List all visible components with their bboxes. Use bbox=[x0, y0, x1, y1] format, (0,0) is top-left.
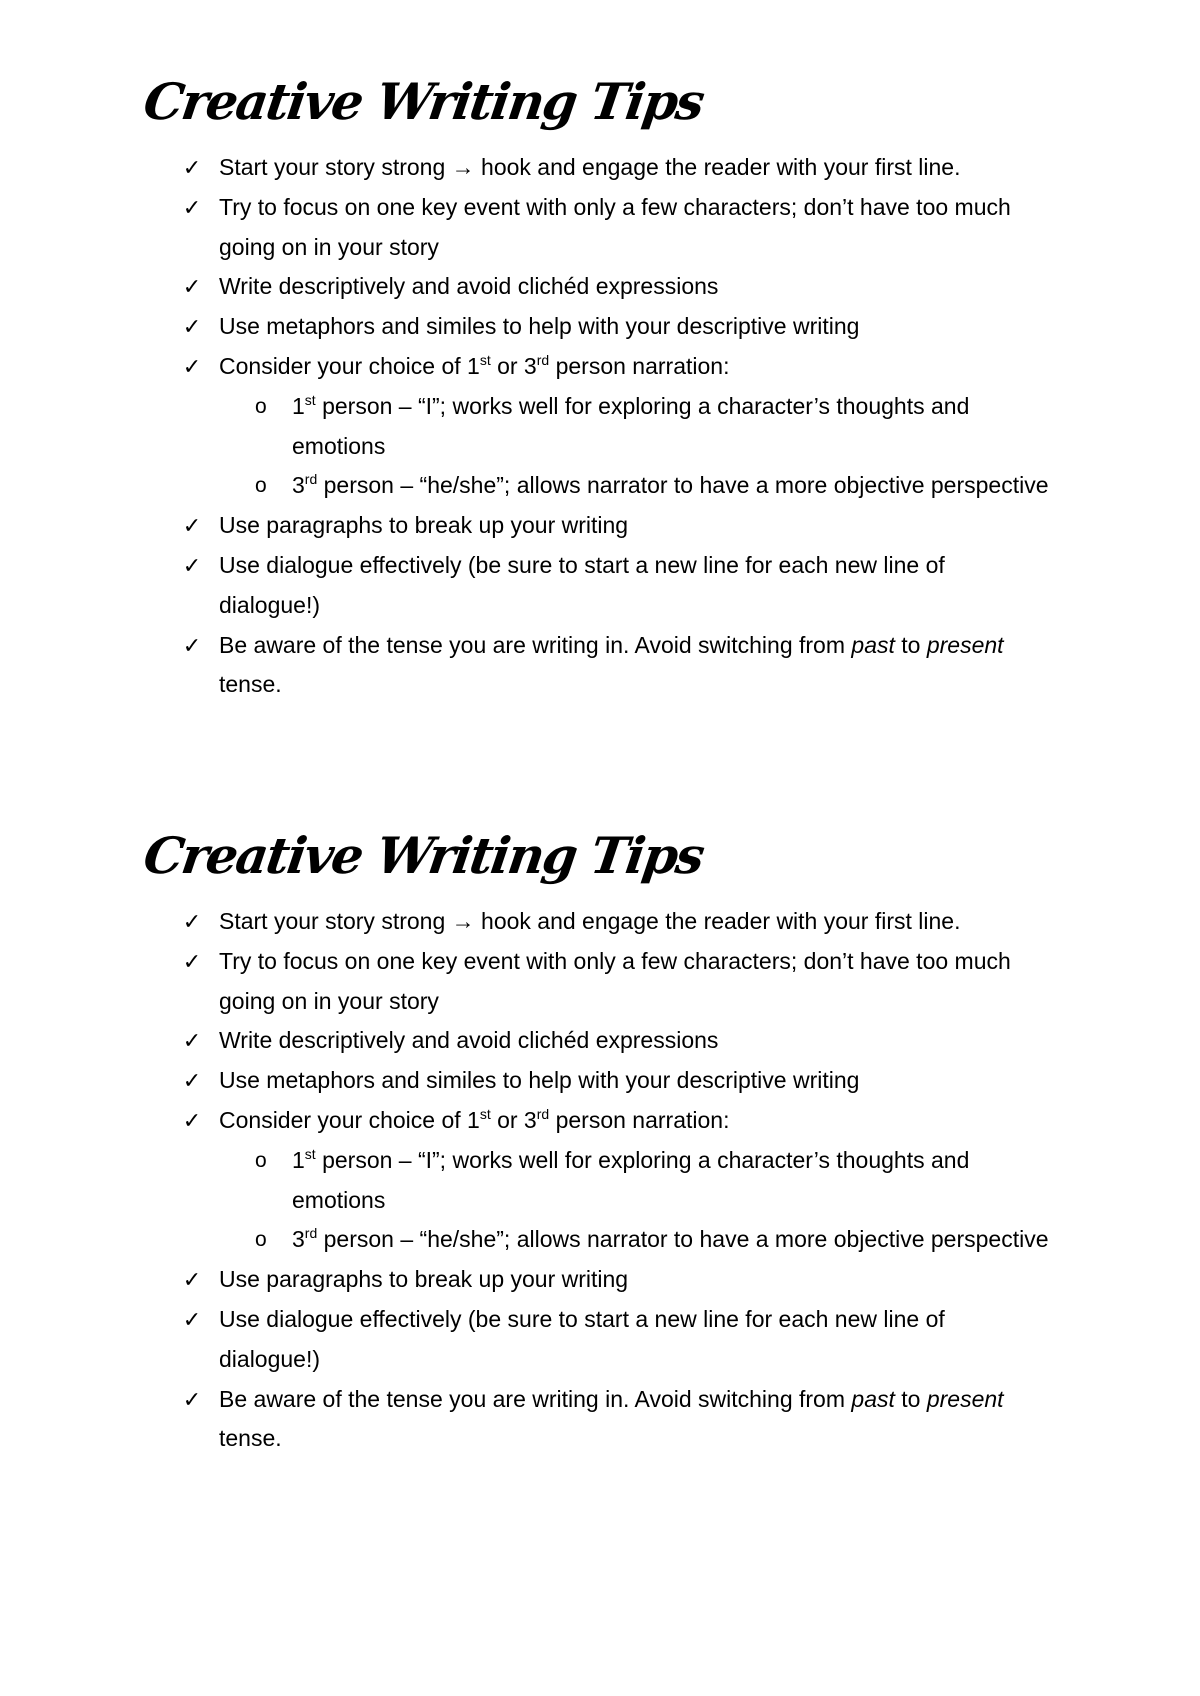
tip-text: Start your story strong bbox=[219, 908, 446, 934]
subtip-text: person – “he/she”; allows narrator to have a more objective perspective bbox=[317, 472, 1049, 499]
subtip-text: person – “I”; works well for exploring a character’s thoughts and emotions bbox=[292, 1146, 970, 1213]
tip-text: Use metaphors and similes to help with your descriptive writing bbox=[219, 313, 860, 340]
tips-section-1 bbox=[140, 72, 1100, 705]
tip-item bbox=[140, 902, 1049, 942]
checkmark-icon: ✓ bbox=[182, 909, 202, 934]
emphasis-text: present bbox=[926, 1385, 1004, 1412]
subtip-text: 1 bbox=[292, 392, 305, 419]
tip-item bbox=[140, 347, 1049, 387]
tip-item bbox=[140, 1380, 1049, 1460]
tip-text: Use paragraphs to break up your writing bbox=[219, 1266, 629, 1293]
tip-text: hook and engage the reader with your first line. bbox=[481, 908, 961, 934]
tip-text: Use paragraphs to break up your writing bbox=[219, 512, 629, 539]
tip-text: to bbox=[894, 1385, 927, 1412]
subtips-list bbox=[140, 387, 1100, 506]
checkmark-icon: ✓ bbox=[182, 948, 202, 974]
tip-item bbox=[140, 307, 1049, 347]
checkmark-icon: ✓ bbox=[182, 274, 202, 300]
tip-text: person narration: bbox=[549, 1106, 730, 1133]
tip-item bbox=[140, 546, 1049, 626]
tip-text: hook and engage the reader with your first line. bbox=[481, 154, 961, 180]
arrow-icon: → bbox=[451, 908, 475, 934]
tip-item bbox=[140, 1021, 1049, 1061]
subtip-item bbox=[140, 1141, 1052, 1221]
tip-text: Start your story strong bbox=[219, 154, 446, 180]
arrow-icon: → bbox=[451, 154, 475, 180]
section-title: Creative Writing Tips bbox=[140, 72, 707, 131]
ordinal-suffix: st bbox=[304, 1145, 316, 1162]
checkmark-icon: ✓ bbox=[182, 314, 202, 340]
circle-bullet-icon: o bbox=[255, 394, 267, 418]
checkmark-icon: ✓ bbox=[182, 1306, 202, 1332]
tip-text: Use dialogue effectively (be sure to start a new line for each new line of dialogue!) bbox=[219, 551, 945, 618]
checkmark-icon: ✓ bbox=[182, 1107, 202, 1133]
ordinal-suffix: rd bbox=[304, 471, 318, 488]
circle-bullet-icon: o bbox=[255, 474, 267, 498]
tip-item bbox=[140, 1061, 1049, 1101]
ordinal-suffix: st bbox=[304, 391, 316, 408]
tip-item bbox=[140, 148, 1049, 188]
tip-text: Be aware of the tense you are writing in. Avoid switching from bbox=[219, 631, 852, 658]
checkmark-icon: ✓ bbox=[182, 353, 202, 379]
subtips-list bbox=[140, 1141, 1100, 1260]
tip-text: tense. bbox=[219, 671, 282, 698]
subtip-item bbox=[140, 466, 1052, 506]
tip-text: tense. bbox=[219, 1425, 282, 1452]
subtips-container bbox=[140, 387, 1100, 506]
subtip-text: 1 bbox=[292, 1146, 305, 1173]
checkmark-icon: ✓ bbox=[182, 1386, 202, 1412]
tip-text: Use dialogue effectively (be sure to start a new line for each new line of dialogue!) bbox=[219, 1305, 945, 1372]
tip-item bbox=[140, 1300, 1049, 1380]
tip-item bbox=[140, 1260, 1049, 1300]
tip-item bbox=[140, 942, 1049, 1022]
subtip-item bbox=[140, 387, 1052, 467]
ordinal-suffix: rd bbox=[536, 1105, 550, 1122]
tip-text: Try to focus on one key event with only a few characters; don’t have too much going on in your story bbox=[219, 947, 1011, 1014]
tip-item bbox=[140, 626, 1049, 706]
tip-text: Write descriptively and avoid clichéd expressions bbox=[219, 1027, 719, 1054]
checkmark-icon: ✓ bbox=[182, 1068, 202, 1094]
circle-bullet-icon: o bbox=[255, 1228, 267, 1252]
checkmark-icon: ✓ bbox=[182, 632, 202, 658]
tip-text: Consider your choice of 1 bbox=[219, 352, 480, 379]
checkmark-icon: ✓ bbox=[182, 155, 202, 180]
subtip-text: person – “he/she”; allows narrator to have a more objective perspective bbox=[317, 1226, 1049, 1253]
tip-text: Be aware of the tense you are writing in. Avoid switching from bbox=[219, 1385, 852, 1412]
ordinal-suffix: rd bbox=[536, 351, 550, 368]
subtips-container bbox=[140, 1141, 1100, 1260]
checkmark-icon: ✓ bbox=[182, 552, 202, 578]
tip-text: Consider your choice of 1 bbox=[219, 1106, 480, 1133]
tip-text: or 3 bbox=[490, 352, 537, 379]
tip-text: person narration: bbox=[549, 352, 730, 379]
tip-text: Try to focus on one key event with only a few characters; don’t have too much going on in your story bbox=[219, 193, 1011, 260]
emphasis-text: present bbox=[926, 631, 1004, 658]
checkmark-icon: ✓ bbox=[182, 513, 202, 539]
tip-text: or 3 bbox=[490, 1106, 537, 1133]
subtip-text: 3 bbox=[292, 1226, 305, 1253]
subtip-text: person – “I”; works well for exploring a character’s thoughts and emotions bbox=[292, 392, 970, 459]
tips-list bbox=[140, 148, 1100, 705]
circle-bullet-icon: o bbox=[255, 1148, 267, 1172]
checkmark-icon: ✓ bbox=[182, 1267, 202, 1293]
ordinal-suffix: rd bbox=[304, 1225, 318, 1242]
tip-text: Write descriptively and avoid clichéd expressions bbox=[219, 273, 719, 300]
ordinal-suffix: st bbox=[479, 351, 491, 368]
subtip-item bbox=[140, 1220, 1052, 1260]
tips-section-2 bbox=[140, 826, 1100, 1459]
emphasis-text: past bbox=[851, 631, 895, 658]
tip-text: to bbox=[894, 631, 927, 658]
section-title: Creative Writing Tips bbox=[140, 826, 707, 885]
tip-text: Use metaphors and similes to help with your descriptive writing bbox=[219, 1067, 860, 1094]
checkmark-icon: ✓ bbox=[182, 1028, 202, 1054]
tip-item bbox=[140, 1101, 1049, 1141]
tips-list bbox=[140, 902, 1100, 1459]
checkmark-icon: ✓ bbox=[182, 194, 202, 220]
tip-item bbox=[140, 506, 1049, 546]
emphasis-text: past bbox=[851, 1385, 895, 1412]
ordinal-suffix: st bbox=[479, 1105, 491, 1122]
tip-item bbox=[140, 267, 1049, 307]
subtip-text: 3 bbox=[292, 472, 305, 499]
tip-item bbox=[140, 188, 1049, 268]
